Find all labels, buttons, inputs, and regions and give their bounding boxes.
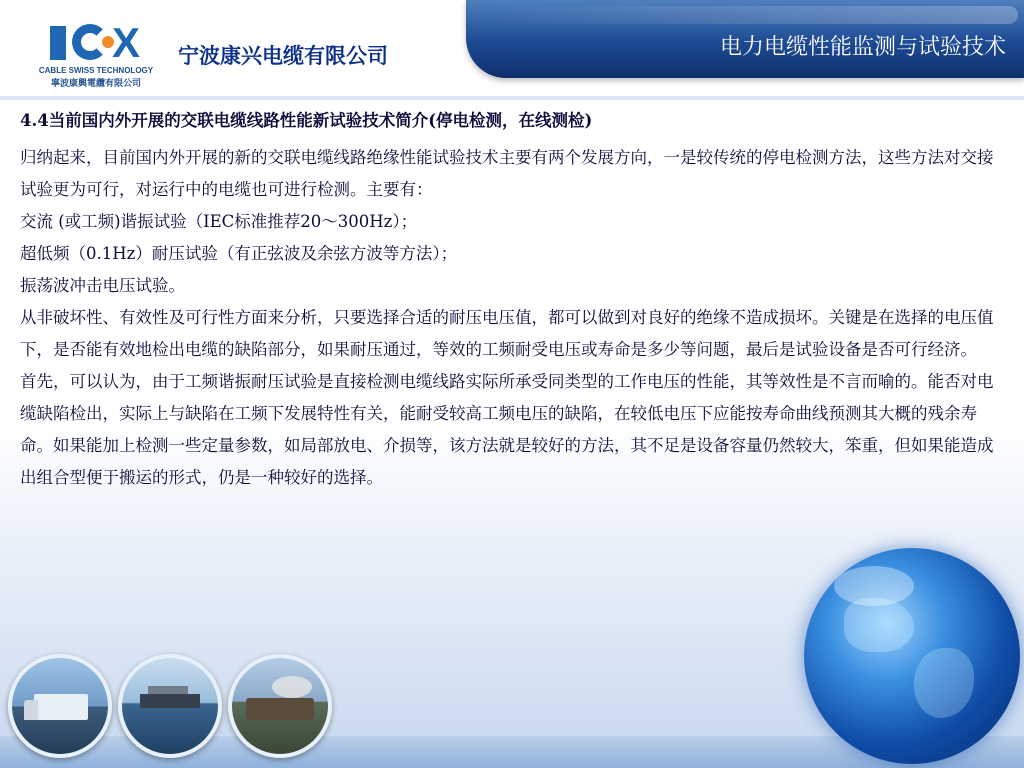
company-name: 宁波康兴电缆有限公司 [178,44,388,68]
slide-title: 电力电缆性能监测与试验技术 [719,35,1006,60]
paragraph-conclusion: 首先，可以认为，由于工频谐振耐压试验是直接检测电缆线路实际所承受同类型的工作电压的性能，其等效性是不言而喻的。能否对电缆缺陷检出，实际上与缺陷在工频下发展特性有关，能耐受较高工频电压的缺陷，在较低电压下应能按寿命曲线预测其大概的残余寿命。如果能加上检测一些定量参数，如局部放电、介损等，该方法就是较好的方法，其不足是设备容量仍然较大，笨重，但如果能造成出组合型便于搬运的形式，仍是一种较好的选择。 [20,372,994,487]
logo-subtitle-cn: 寧波康興電纜有限公司 [50,79,141,89]
list-item-oscillating-wave-test: 振荡波冲击电压试验。 [20,276,185,295]
icx-logo-mark: X [50,22,150,66]
list-item-resonance-test: 交流 (或工频)谐振试验（IEC标准推荐20～300Hz）； [20,212,418,231]
logo-subtitle-en: CABLE SWISS TECHNOLOGY [38,66,154,75]
train-photo [228,654,332,758]
globe-graphic [804,548,1020,764]
slide-content [20,108,1006,494]
list-item-vlf-test: 超低频（0.1Hz）耐压试验（有正弦波及余弦方波等方法）； [20,244,458,263]
paragraph-analysis: 从非破坏性、有效性及可行性方面来分析，只要选择合适的耐压电压值，都可以做到对良好的绝缘不造成损坏。关键是在选择的电压值下，是否能有效地检出电缆的缺陷部分，如果耐压通过，等效的工频耐受电压或寿命是多少等问题，最后是试验设备是否可行经济。 [20,308,994,359]
section-heading: 4.4当前国内外开展的交联电缆线路性能新试验技术简介(停电检测，在线测检) [20,111,593,130]
truck-photo [8,654,112,758]
slide-header [0,0,1024,100]
header-divider [0,96,1024,100]
title-banner [466,0,1024,78]
company-logo [32,16,160,89]
paragraph-intro: 归纳起来，目前国内外开展的新的交联电缆线路绝缘性能试验技术主要有两个发展方向，一是较传统的停电检测方法，这些方法对交接试验更为可行，对运行中的电缆也可进行检测。主要有： [20,148,994,199]
ship-photo [118,654,222,758]
